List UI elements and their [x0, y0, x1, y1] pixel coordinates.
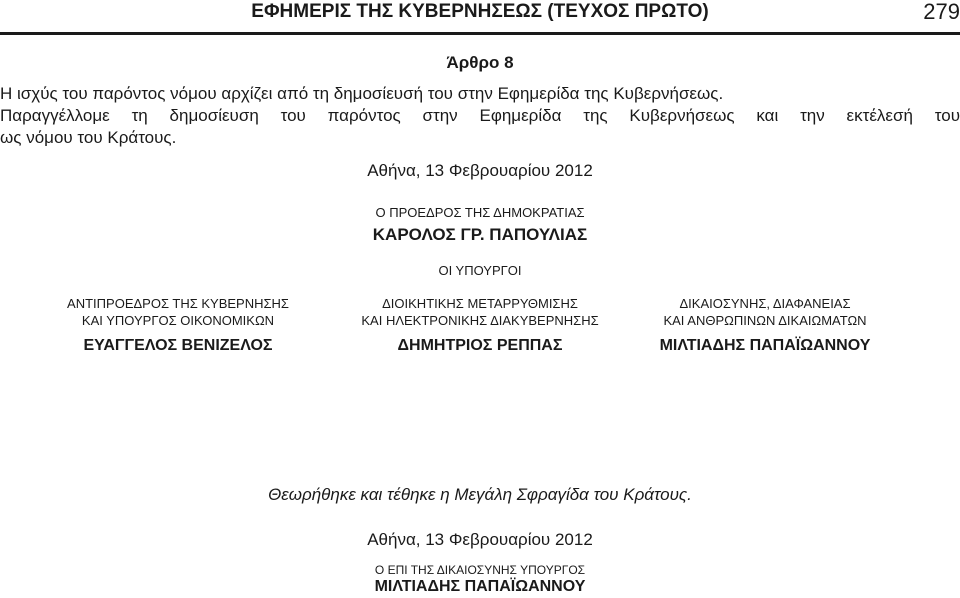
- minister-name: ΜΙΛΤΙΑΔΗΣ ΠΑΠΑΪΩΑΝΝΟΥ: [659, 337, 871, 354]
- great-seal-note: Θεωρήθηκε και τέθηκε η Μεγάλη Σφραγίδα του Κράτους.: [268, 485, 692, 504]
- article-paragraph-2: Παραγγέλλομε τη δημοσίευση του παρόντος στην Εφημερίδα της Κυβερνήσεως και την εκτέλεσή του: [0, 106, 960, 125]
- gazette-header-title: ΕΦΗΜΕΡΙΣ ΤΗΣ ΚΥΒΕΡΝΗΣΕΩΣ (ΤΕΥΧΟΣ ΠΡΩΤΟ): [251, 1, 709, 22]
- seal-date: Αθήνα, 13 Φεβρουαρίου 2012: [367, 530, 593, 549]
- president-title: Ο ΠΡΟΕΔΡΟΣ ΤΗΣ ΔΗΜΟΚΡΑΤΙΑΣ: [375, 205, 585, 220]
- page-number: 279: [923, 0, 960, 24]
- article-paragraph-1: Η ισχύς του παρόντος νόμου αρχίζει από τη δημοσίευσή του στην Εφημερίδα της Κυβερνήσεως.: [0, 84, 724, 103]
- minister-signature-block: [635, 295, 895, 356]
- minister-role-line: ΚΑΙ ΗΛΕΚΤΡΟΝΙΚΗΣ ΔΙΑΚΥΒΕΡΝΗΣΗΣ: [361, 313, 599, 328]
- article-paragraph-2-continued: ως νόμου του Κράτους.: [0, 128, 177, 147]
- signing-date: Αθήνα, 13 Φεβρουαρίου 2012: [367, 161, 593, 180]
- ministers-label: ΟΙ ΥΠΟΥΡΓΟΙ: [438, 263, 522, 278]
- minister-name: ΔΗΜΗΤΡΙΟΣ ΡΕΠΠΑΣ: [397, 337, 563, 354]
- header-divider: [0, 32, 960, 35]
- minister-signature-block: [43, 295, 313, 356]
- minister-role-line: ΚΑΙ ΑΝΘΡΩΠΙΝΩΝ ΔΙΚΑΙΩΜΑΤΩΝ: [663, 313, 867, 328]
- minister-name: ΕΥΑΓΓΕΛΟΣ ΒΕΝΙΖΕΛΟΣ: [83, 337, 273, 354]
- minister-role-line: ΔΙΟΙΚΗΤΙΚΗΣ ΜΕΤΑΡΡΥΘΜΙΣΗΣ: [382, 296, 578, 311]
- minister-signature-block: [330, 295, 630, 356]
- justice-minister-name: ΜΙΛΤΙΑΔΗΣ ΠΑΠΑΪΩΑΝΝΟΥ: [374, 578, 586, 595]
- justice-minister-title: Ο ΕΠΙ ΤΗΣ ΔΙΚΑΙΟΣΥΝΗΣ ΥΠΟΥΡΓΟΣ: [374, 563, 586, 577]
- minister-role-line: ΔΙΚΑΙΟΣΥΝΗΣ, ΔΙΑΦΑΝΕΙΑΣ: [679, 296, 851, 311]
- article-heading: Άρθρο 8: [446, 53, 514, 72]
- minister-role-line: ΚΑΙ ΥΠΟΥΡΓΟΣ ΟΙΚΟΝΟΜΙΚΩΝ: [81, 313, 275, 328]
- president-name: ΚΑΡΟΛΟΣ ΓΡ. ΠΑΠΟΥΛΙΑΣ: [372, 225, 588, 244]
- minister-role-line: ΑΝΤΙΠΡΟΕΔΡΟΣ ΤΗΣ ΚΥΒΕΡΝΗΣΗΣ: [67, 296, 289, 311]
